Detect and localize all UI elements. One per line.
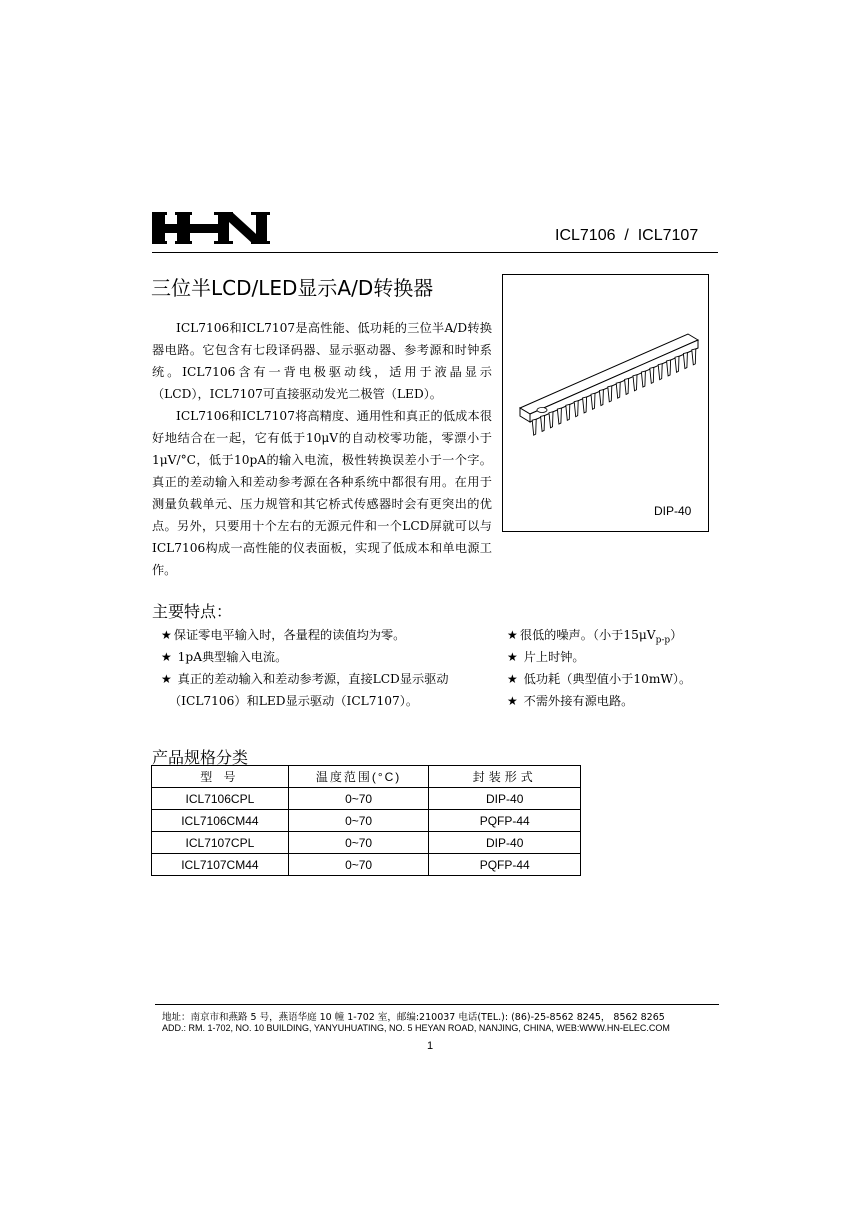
hn-logo	[152, 210, 270, 246]
feature-item	[507, 668, 691, 690]
star-icon: ★	[507, 694, 518, 708]
package-pin	[566, 404, 570, 420]
package-pin	[532, 419, 536, 435]
package-pin	[650, 367, 654, 383]
cell-package: PQFP-44	[429, 854, 581, 876]
package-label: DIP-40	[654, 504, 692, 518]
package-pin	[625, 378, 629, 394]
footer-address-cn: 地址：南京市和燕路 5 号，燕语华庭 10 幢 1-702 室，邮编:210037 电话(TEL.): (86)-25-8562 8245， 8562 8265	[162, 1012, 665, 1023]
column-header-temp: 温度范围(°C)	[288, 766, 429, 788]
table-row	[152, 788, 581, 810]
package-pin	[599, 390, 603, 406]
package-pin	[583, 397, 587, 413]
column-header-package: 封装形式	[429, 766, 581, 788]
package-pin	[541, 415, 545, 431]
star-icon: ★	[507, 672, 518, 686]
spec-heading: 产品规格分类	[152, 748, 249, 767]
cell-model: ICL7107CPL	[152, 832, 289, 854]
package-pin	[574, 401, 578, 417]
package-pin	[658, 364, 662, 380]
cell-temp: 0~70	[288, 832, 429, 854]
feature-text: 低功耗（典型值小于10mW）。	[523, 672, 692, 686]
cell-model: ICL7106CM44	[152, 810, 289, 832]
column-header-model: 型 号	[152, 766, 289, 788]
feature-text: 保证零电平输入时，各量程的读值均为零。	[173, 628, 406, 642]
dip40-package-illustration	[512, 328, 702, 453]
package-pin	[591, 393, 595, 409]
cell-temp: 0~70	[288, 788, 429, 810]
table-header-row	[152, 766, 581, 788]
spec-table	[151, 765, 581, 876]
cell-temp: 0~70	[288, 810, 429, 832]
package-pin	[641, 371, 645, 387]
package-pin	[683, 353, 687, 369]
cell-package: PQFP-44	[429, 810, 581, 832]
package-pin	[692, 349, 696, 365]
feature-item	[507, 690, 633, 712]
package-pin	[608, 386, 612, 402]
star-icon: ★	[161, 628, 172, 642]
intro-paragraph-1: ICL7106和ICL7107是高性能、低功耗的三位半A/D转换器电路。它包含有七段译码器、显示驱动器、参考源和时钟系统。ICL7106含有一背电极驱动线，适用于液晶显示（LCD），ICL7107可直接驱动发光二极管（LED）。	[152, 321, 492, 401]
model-title: ICL7106 / ICL7107	[555, 227, 699, 244]
cell-model: ICL7106CPL	[152, 788, 289, 810]
feature-text: 1pA典型输入电流。	[177, 650, 288, 664]
star-icon: ★	[507, 650, 518, 664]
package-pin	[616, 382, 620, 398]
star-icon: ★	[507, 628, 518, 642]
feature-item	[161, 668, 449, 690]
star-icon: ★	[161, 672, 172, 686]
package-pin	[549, 412, 553, 428]
footer-address-en: ADD.: RM. 1-702, NO. 10 BUILDING, YANYUHUATING, NO. 5 HEYAN ROAD, NANJING, CHINA, WEB:WWW.HN-ELEC.COM	[162, 1023, 670, 1033]
cell-package: DIP-40	[429, 832, 581, 854]
feature-item	[507, 646, 585, 668]
feature-subscript: p-p	[655, 635, 671, 646]
cell-model: ICL7107CM44	[152, 854, 289, 876]
features-heading: 主要特点：	[152, 602, 233, 621]
cell-package: DIP-40	[429, 788, 581, 810]
package-pin	[633, 375, 637, 391]
table-row	[152, 854, 581, 876]
feature-item	[161, 646, 287, 668]
header-rule	[152, 252, 718, 253]
feature-text: 不需外接有源电路。	[523, 694, 634, 708]
table-row	[152, 810, 581, 832]
package-pin	[667, 360, 671, 376]
star-icon: ★	[161, 650, 172, 664]
intro-paragraph-2: ICL7106和ICL7107将高精度、通用性和真正的低成本很好地结合在一起，它有低于10μV的自动校零功能，零漂小于1μV/°C，低于10pA的输入电流，极性转换误差小于一个字。真正的差动输入和差动参考源在各种系统中都很有用。在用于测量负载单元、压力规管和其它桥式传感器时会有更突出的优点。另外，只要用十个左右的无源元件和一个LCD屏就可以与ICL7106构成一高性能的仪表面板，实现了低成本和单电源工作。	[152, 409, 492, 577]
feature-text: ）	[670, 628, 683, 642]
table-row	[152, 832, 581, 854]
footer-rule	[155, 1004, 719, 1005]
package-pin	[557, 408, 561, 424]
document-title: 三位半LCD/LED显示A/D转换器	[151, 276, 434, 300]
feature-item-continuation: （ICL7106）和LED显示驱动（ICL7107）。	[169, 694, 419, 708]
feature-text: 片上时钟。	[523, 650, 585, 664]
page-number: 1	[427, 1040, 434, 1052]
feature-text: 很低的噪声。（小于15μV	[519, 628, 656, 642]
package-pin	[675, 356, 679, 372]
feature-item	[161, 624, 405, 646]
feature-text: 真正的差动输入和差动参考源，直接LCD显示驱动	[177, 672, 449, 686]
cell-temp: 0~70	[288, 854, 429, 876]
